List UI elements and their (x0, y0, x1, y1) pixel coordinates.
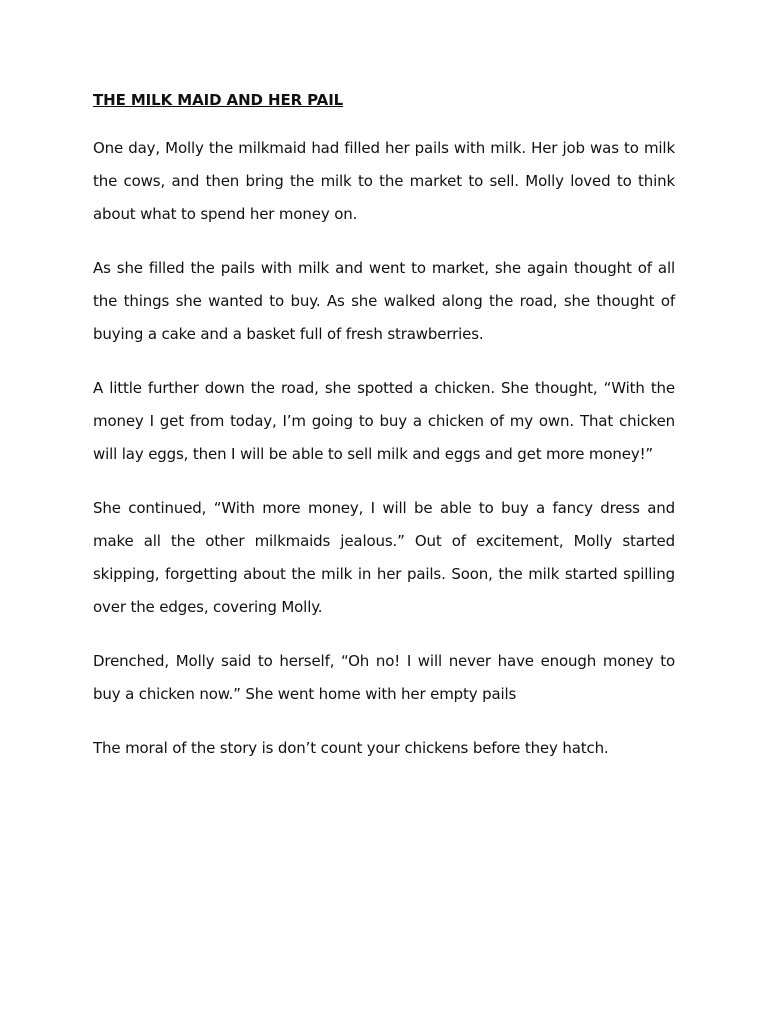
paragraph-1: One day, Molly the milkmaid had filled her pails with milk. Her job was to milk the cows, and then bring the milk to the market to sell. Molly loved to think about what to spend her money on. (93, 139, 675, 223)
paragraph-2: As she filled the pails with milk and went to market, she again thought of all the things she wanted to buy. As she walked along the road, she thought of buying a cake and a basket full of fresh strawberries. (93, 259, 675, 343)
paragraph-4: She continued, “With more money, I will be able to buy a fancy dress and make all the other milkmaids jealous.” Out of excitement, Molly started skipping, forgetting about the milk in her pails. Soon, the milk started spilling over the edges, covering Molly. (93, 499, 675, 616)
paragraph-3: A little further down the road, she spotted a chicken. She thought, “With the money I get from today, I’m going to buy a chicken of my own. That chicken will lay eggs, then I will be able to sell milk and eggs and get more money!” (93, 379, 675, 463)
document-body (93, 88, 675, 786)
document-title: THE MILK MAID AND HER PAIL (93, 91, 344, 109)
paragraph-5: Drenched, Molly said to herself, “Oh no! I will never have enough money to buy a chicken now.” She went home with her empty pails (93, 652, 675, 703)
moral-paragraph: The moral of the story is don’t count your chickens before they hatch. (93, 739, 609, 757)
